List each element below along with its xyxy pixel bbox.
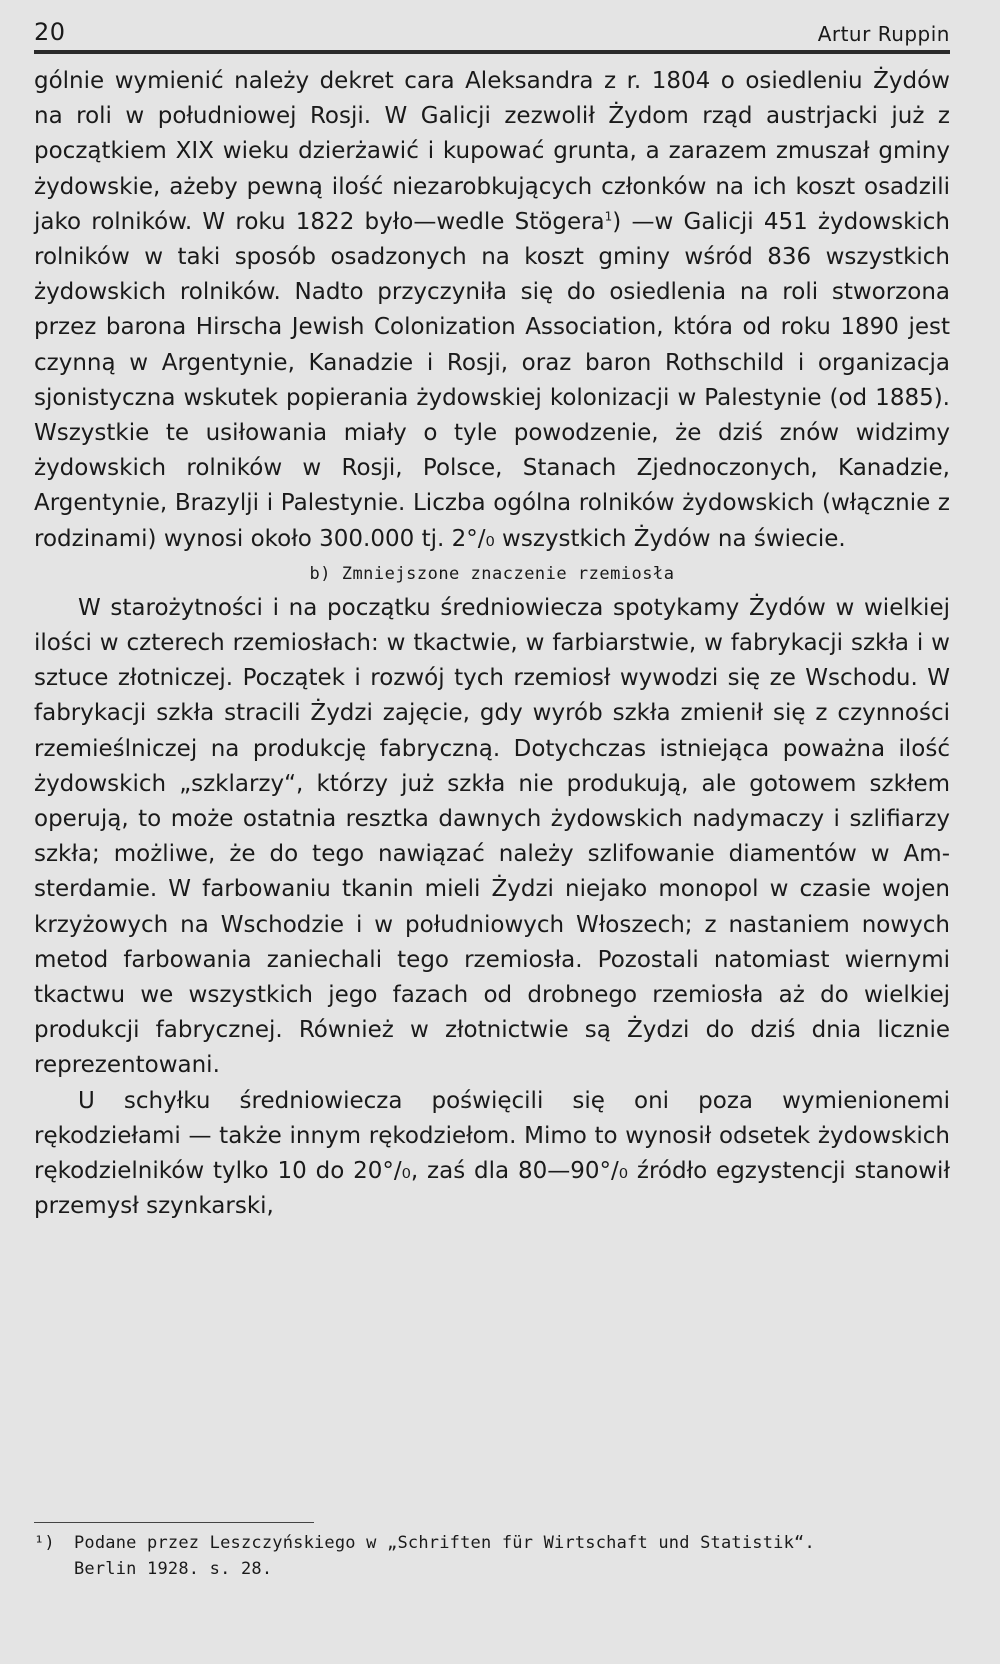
paragraph-text: gólnie wymienić należy dekret cara Aleksandra z r. 1804 o osiedleniu Żydów na roli w południowej Rosji. W Galicji zezwolił Żydom rząd austrjacki już z początkiem XIX wieku dzierżawić i kupować grunta, a zarazem zmuszał gminy żydowskie, ażeby pewną ilość niezarobkujących członków na ich koszt osadzili jako rolników. W roku 1822 było—wedle Stögera xyxy=(34,68,950,235)
paragraph: U schyłku średniowiecza poświęcili się oni poza wymienionemi rękodziełami — także innym rękodziełom. Mimo to wynosił odsetek żydowskich rękodzielników tylko 10 do 20°/₀, zaś dla 80—90°/₀ źródło egzystencji stanowił przemysł szynkarski, xyxy=(34,1087,950,1220)
body-text xyxy=(34,64,950,1225)
footnote-rule xyxy=(34,1522,314,1523)
header-rule xyxy=(34,50,950,54)
paragraph: W starożytności i na początku średniowiecza spotykamy Żydów w wielkiej ilości w czterech rzemiosłach: w tkactwie, w farbiarstwie, w fabrykacji szkła i w sztuce złotniczej. Początek i rozwój tych rzemiosł wywodzi się ze Wschodu. W fabrykacji szkła stracili Żydzi zajęcie, gdy wyrób szkła zmienił się z czynności rzemieślniczej na produkcję fabryczną. Dotychczas istniejąca poważna ilość żydowskich „szklarzy“, którzy już szkła nie produkują, ale gotowem szkłem operują, to może ostatnia resztka dawnych żydowskich nadymaczy i szlifiarzy szkła; możliwe, że do tego nawiązać należy szlifowanie diamentów w Amsterdamie. W farbowaniu tkanin mieli Żydzi niejako monopol w czasie wojen krzyżowych na Wschodzie i w południowych Włoszech; z nastaniem nowych metod farbowania zaniechali tego rzemiosła. Pozostali natomiast wiernymi tkactwu we wszystkich jego fazach od drobnego rzemiosła aż do wielkiej produkcji fabrycznej. Również w złotnictwie są Żydzi do dziś dnia licznie reprezentowani. xyxy=(34,594,950,1079)
footnote xyxy=(34,1530,950,1582)
section-subheading: b) Zmniejszone znaczenie rzemiosła xyxy=(309,563,675,584)
footnote-line: Berlin 1928. s. 28. xyxy=(74,1559,273,1579)
page-header xyxy=(34,18,950,48)
footnote-text: Podane przez Leszczyńskiego w „Schriften für Wirtschaft und Statistik“. xyxy=(74,1533,815,1553)
footnote-mark: ¹) xyxy=(34,1533,55,1553)
footnote-line xyxy=(34,1530,950,1556)
paragraph-continued xyxy=(34,64,950,557)
paragraph-text-continued: ) —w Galicji 451 żydowskich rolników w taki sposób osadzonych na koszt gminy wśród 836 wszystkich żydowskich rolników. Nadto przyczyniła się do osiedlenia na roli stworzona przez barona Hirscha Jewish Colonization Association, która od roku 1890 jest czynną w Argentynie, Kanadzie i Rosji, oraz baron Rothschild i organizacja sjonistyczna wskutek popierania żydowskiej kolonizacji w Palestynie (od 1885). Wszystkie te usiłowania miały o tyle powodzenie, że dziś znów widzimy żydowskich rolników w Rosji, Polsce, Stanach Zjednoczonych, Kanadzie, Argentynie, Brazylji i Palestynie. Liczba ogólna rolników żydowskich (włącznie z rodzinami) wynosi około 300.000 tj. 2°/₀ wszystkich Żydów na świecie. xyxy=(34,208,951,552)
running-head-author: Artur Ruppin xyxy=(817,22,950,46)
page-number: 20 xyxy=(34,18,66,46)
footnote-reference: 1 xyxy=(604,209,613,224)
